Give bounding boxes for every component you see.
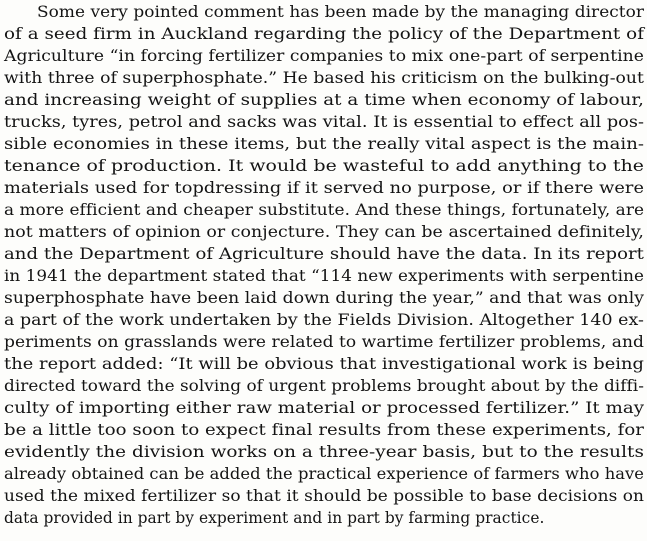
article-line xyxy=(4,355,647,379)
article-line-text: of a seed firm in Auckland regarding the policy of the Department of xyxy=(4,25,645,43)
article-line-text: directed toward the solving of urgent problems brought about by the diffi- xyxy=(4,377,644,395)
article-line-text: already obtained can be added the practical experience of farmers who have xyxy=(4,465,645,483)
article-line-text: periments on grasslands were related to wartime fertilizer problems, and xyxy=(4,333,644,351)
article-line-text: the report added: “It will be obvious that investigational work is being xyxy=(4,355,644,373)
article-line-text: in 1941 the department stated that “114 new experiments with serpentine xyxy=(4,267,644,285)
article-line xyxy=(4,333,647,357)
article-line xyxy=(4,465,647,489)
article-line-text: be a little too soon to expect final results from these experiments, for xyxy=(4,421,644,439)
article-line xyxy=(4,509,647,533)
article-line xyxy=(4,267,647,291)
article-line xyxy=(4,113,647,137)
article-line xyxy=(4,377,647,401)
article-line xyxy=(4,421,647,445)
article-line xyxy=(4,47,647,71)
article-line-text: data provided in part by experiment and in part by farming practice. xyxy=(4,509,545,527)
article-line xyxy=(4,443,647,467)
article-line xyxy=(4,91,647,115)
article-line xyxy=(4,245,647,269)
article-line-text: with three of superphosphate.” He based his criticism on the bulking-out xyxy=(4,69,644,87)
article-line-text: used the mixed fertilizer so that it should be possible to base decisions on xyxy=(4,487,645,505)
article-line-text: a part of the work undertaken by the Fields Division. Altogether 140 ex- xyxy=(4,311,644,329)
article-line xyxy=(4,399,647,423)
article-line-text: culty of importing either raw material or processed fertilizer.” It may xyxy=(4,399,645,417)
article-line-text: not matters of opinion or conjecture. They can be ascertained definitely, xyxy=(4,223,644,241)
article-line-text: materials used for topdressing if it served no purpose, or if there were xyxy=(4,179,645,197)
article-line xyxy=(4,311,647,335)
article-line-text: Some very pointed comment has been made by the managing director xyxy=(37,3,645,21)
article-line xyxy=(4,289,647,313)
article-line-text: sible economies in these items, but the really vital aspect is the main- xyxy=(4,135,644,153)
article-line-text: and increasing weight of supplies at a time when economy of labour, xyxy=(4,91,645,109)
article-line xyxy=(4,25,647,49)
article-line-text: and the Department of Agriculture should have the data. In its report xyxy=(4,245,644,263)
article-line-text: a more efficient and cheaper substitute. And these things, fortunately, are xyxy=(4,201,645,219)
article-line xyxy=(4,487,647,511)
article-line-text: trucks, tyres, petrol and sacks was vital. It is essential to effect all pos- xyxy=(4,113,644,131)
article-line-text: Agriculture “in forcing fertilizer companies to mix one-part of serpentine xyxy=(4,47,644,65)
article-line xyxy=(4,69,647,93)
article-line xyxy=(4,135,647,159)
article-line xyxy=(37,3,647,27)
article-line xyxy=(4,201,647,225)
article-line xyxy=(4,157,647,181)
article-line xyxy=(4,223,647,247)
article-line-text: tenance of production. It would be wasteful to add anything to the xyxy=(4,157,645,175)
article-line xyxy=(4,179,647,203)
article-line-text: evidently the division works on a three-year basis, but to the results xyxy=(4,443,644,461)
article-line-text: superphosphate have been laid down during the year,” and that was only xyxy=(4,289,645,307)
